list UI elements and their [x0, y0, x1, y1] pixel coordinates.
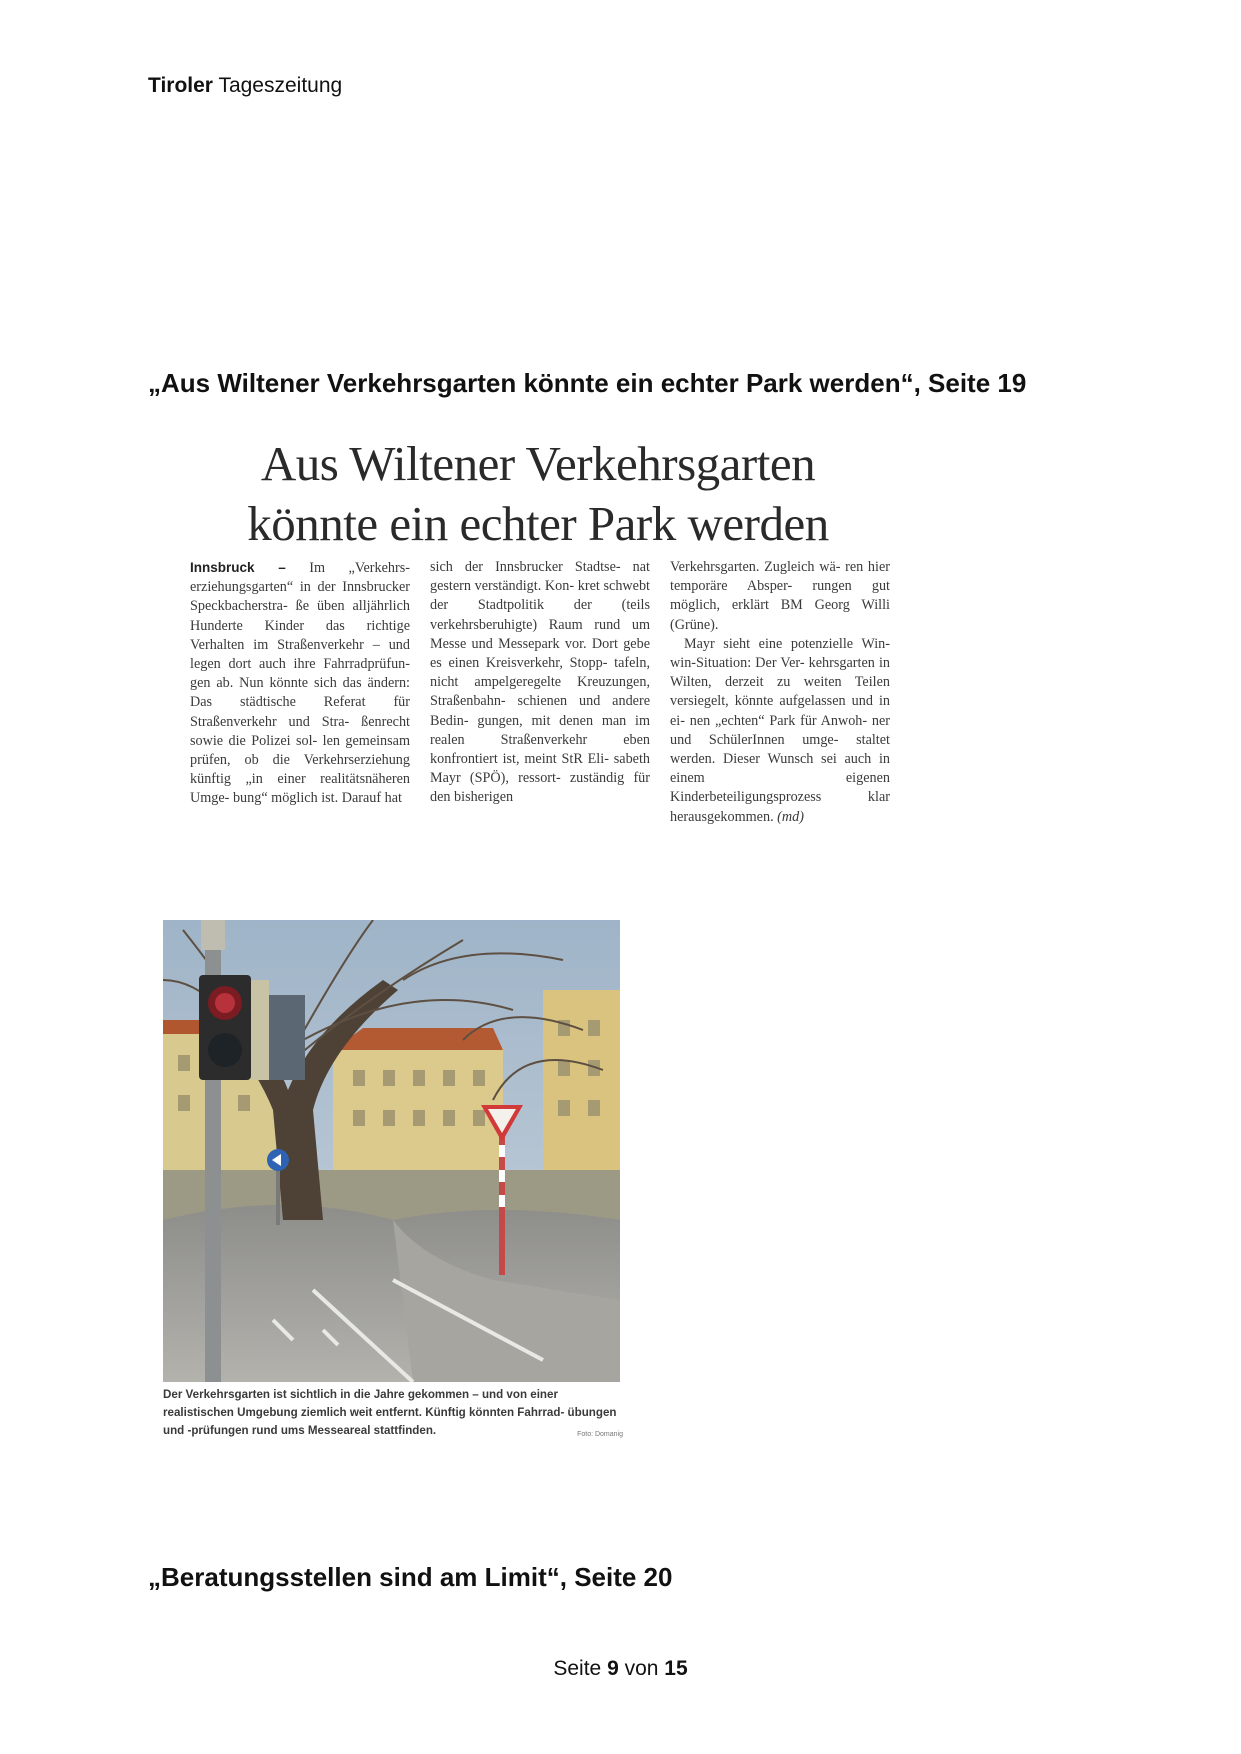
brand-bold: Tiroler	[148, 74, 213, 97]
page-footer	[0, 1657, 1241, 1681]
clipping-body	[190, 558, 890, 827]
photo-caption	[163, 1386, 623, 1444]
dateline: Innsbruck –	[190, 560, 286, 575]
clipping-title	[178, 434, 898, 554]
article-heading-2: „Beratungsstellen sind am Limit“, Seite 20	[148, 1562, 673, 1592]
footer-prefix: Seite	[553, 1657, 602, 1680]
article-heading-1: „Aus Wiltener Verkehrsgarten könnte ein echter Park werden“, Seite 19	[148, 368, 1027, 398]
article-photo	[163, 920, 620, 1382]
footer-total-pages: 15	[664, 1657, 688, 1680]
photo-credit: Foto: Domanig	[577, 1431, 623, 1438]
footer-current-page: 9	[607, 1657, 619, 1680]
footer-middle: von	[624, 1657, 659, 1680]
brand-regular: Tageszeitung	[218, 74, 343, 97]
column-1-text: Im „Verkehrs- erziehungsgarten“ in der Innsbrucker Speckbacherstra- ße üben alljährlich Hunderte Kinder das richtige Verhalten im Straßenverkehr – und legen dort auch ihre Fahrradprüfun- gen ab. Nun könnte sich das ändern: Das städtische Referat für Straßenverkehr und Stra- ßenrecht sowie die Polizei sol- len gemeinsam prüfen, ob die Verkehrserziehung künftig „in einer realitätsnäheren Umge- bung“ möglich ist. Darauf hat	[190, 560, 410, 807]
clipping-column-2	[430, 558, 650, 827]
newspaper-header	[148, 74, 342, 98]
caption-text: Der Verkehrsgarten ist sichtlich in die Jahre gekommen – und von einer realistischen Umgebung ziemlich weit entfernt. Künftig könnten Fahrrad- übungen und -prüfungen rund ums Messeareal stattfinden.	[163, 1388, 617, 1437]
clipping-title-line-1: Aus Wiltener Verkehrsgarten	[260, 436, 816, 491]
clipping-column-1	[190, 558, 410, 827]
clipping-title-line-2: könnte ein echter Park werden	[247, 496, 829, 551]
column-3-paragraph-2: Mayr sieht eine potenzielle Win-win-Situation: Der Ver- kehrsgarten in Wilten, derzeit zu weiten Teilen versiegelt, könnte aufgelassen und in ei- nen „echten“ Park für Anwoh- ner und SchülerInnen umge- staltet werden. Dieser Wunsch sei auch in einem eigenen Kinderbeteiligungsprozess klar herausgekommen.	[670, 635, 890, 825]
column-2-text: sich der Innsbrucker Stadtse- nat gestern verständigt. Kon- kret schwebt der Stadtpolitik der (teils verkehrsberuhigte) Raum rund um Messe und Messepark vor. Dort gebe es einen Kreisverkehr, Stopp- tafeln, nicht ampelgeregelte Kreuzungen, Straßenbahn- schienen und andere Bedin- gungen, mit denen man im realen Straßenverkehr eben konfrontiert ist, meint StR Eli- sabeth Mayr (SPÖ), ressort- zuständig für den bisherigen	[430, 559, 650, 806]
clipping-column-3	[670, 558, 890, 827]
column-3-paragraph-1: Verkehrsgarten. Zugleich wä- ren hier temporäre Absper- rungen gut möglich, erklärt BM Georg Willi (Grüne).	[670, 559, 890, 633]
traffic-garden-photo	[163, 920, 620, 1382]
author-initials: (md)	[777, 808, 804, 825]
